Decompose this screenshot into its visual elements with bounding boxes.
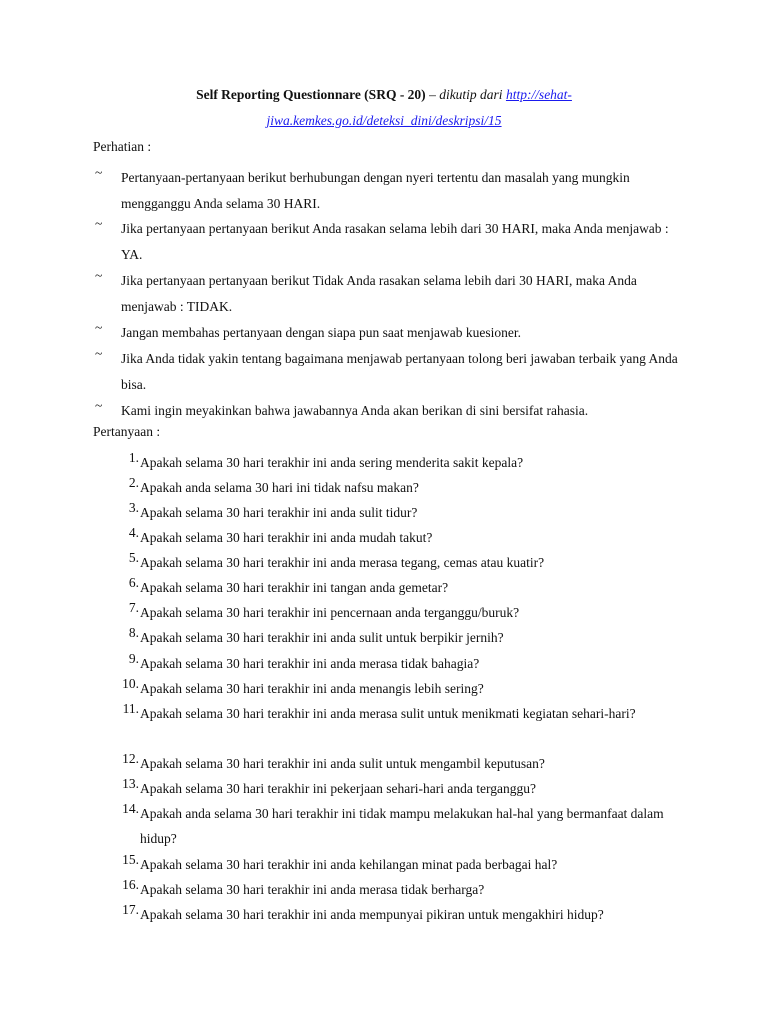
title-suffix: – dikutip dari bbox=[425, 87, 506, 102]
question-number: 8. bbox=[128, 625, 139, 640]
source-link-line bbox=[0, 113, 768, 129]
question-number: 12. bbox=[122, 751, 139, 766]
tilde-bullet: ~ bbox=[95, 268, 103, 283]
question-text: Apakah selama 30 hari terakhir ini anda merasa tegang, cemas atau kuatir? bbox=[140, 555, 545, 570]
tilde-bullet: ~ bbox=[95, 165, 103, 180]
note-text: Kami ingin meyakinkan bahwa jawabannya Anda akan berikan di sini bersifat rahasia. bbox=[121, 403, 589, 418]
tilde-bullet: ~ bbox=[95, 346, 103, 361]
question-text: Apakah selama 30 hari terakhir ini anda kehilangan minat pada berbagai hal? bbox=[140, 857, 558, 872]
question-text: Apakah selama 30 hari terakhir ini anda sulit tidur? bbox=[140, 505, 418, 520]
tilde-bullet: ~ bbox=[95, 216, 103, 231]
tilde-bullet: ~ bbox=[95, 398, 103, 413]
question-number: 11. bbox=[122, 701, 139, 716]
question-text: Apakah selama 30 hari terakhir ini anda merasa tidak bahagia? bbox=[140, 656, 480, 671]
question-text: Apakah selama 30 hari terakhir ini anda sulit untuk mengambil keputusan? bbox=[140, 756, 545, 771]
question-text: Apakah selama 30 hari terakhir ini anda sering menderita sakit kepala? bbox=[140, 455, 524, 470]
question-number: 1. bbox=[128, 450, 139, 465]
question-number: 2. bbox=[128, 475, 139, 490]
question-number: 9. bbox=[128, 651, 139, 666]
question-text: Apakah selama 30 hari terakhir ini anda merasa tidak berharga? bbox=[140, 882, 485, 897]
question-number: 16. bbox=[122, 877, 139, 892]
note-text: Jika pertanyaan pertanyaan berikut Anda rasakan selama lebih dari 30 HARI, maka Anda menjawab : YA. bbox=[121, 221, 669, 262]
questions-heading: Pertanyaan : bbox=[93, 424, 161, 439]
source-link-part2[interactable]: jiwa.kemkes.go.id/deteksi_dini/deskripsi/15 bbox=[266, 113, 502, 128]
document-title bbox=[0, 87, 768, 103]
question-number: 7. bbox=[128, 600, 139, 615]
question-number: 15. bbox=[122, 852, 139, 867]
attention-heading: Perhatian : bbox=[93, 139, 152, 154]
tilde-bullet: ~ bbox=[95, 320, 103, 335]
question-number: 10. bbox=[122, 676, 139, 691]
question-text: Apakah selama 30 hari terakhir ini anda menangis lebih sering? bbox=[140, 681, 484, 696]
question-text: Apakah selama 30 hari terakhir ini pencernaan anda terganggu/buruk? bbox=[140, 605, 520, 620]
question-text: Apakah selama 30 hari terakhir ini pekerjaan sehari-hari anda terganggu? bbox=[140, 781, 536, 796]
title-text: Self Reporting Questionnare (SRQ - 20) bbox=[196, 87, 426, 102]
note-text: Pertanyaan-pertanyaan berikut berhubungan dengan nyeri tertentu dan masalah yang mungkin mengganggu Anda selama 30 HARI. bbox=[121, 170, 630, 211]
question-text: Apakah selama 30 hari terakhir ini anda mempunyai pikiran untuk mengakhiri hidup? bbox=[140, 907, 604, 922]
note-text: Jika pertanyaan pertanyaan berikut Tidak Anda rasakan selama lebih dari 30 HARI, maka Anda menjawab : TIDAK. bbox=[121, 273, 637, 314]
note-text: Jangan membahas pertanyaan dengan siapa pun saat menjawab kuesioner. bbox=[121, 325, 521, 340]
question-text: Apakah selama 30 hari terakhir ini tangan anda gemetar? bbox=[140, 580, 449, 595]
question-text: Apakah selama 30 hari terakhir ini anda sulit untuk berpikir jernih? bbox=[140, 630, 504, 645]
question-text: Apakah anda selama 30 hari terakhir ini tidak mampu melakukan hal-hal yang bermanfaat dalam hidup? bbox=[140, 806, 664, 846]
question-number: 6. bbox=[128, 575, 139, 590]
question-number: 14. bbox=[122, 801, 139, 816]
question-number: 4. bbox=[128, 525, 139, 540]
question-number: 17. bbox=[122, 902, 139, 917]
source-link-part1[interactable]: http://sehat- bbox=[505, 87, 572, 102]
question-number: 5. bbox=[128, 550, 139, 565]
question-text: Apakah selama 30 hari terakhir ini anda mudah takut? bbox=[140, 530, 433, 545]
note-text: Jika Anda tidak yakin tentang bagaimana menjawab pertanyaan tolong beri jawaban terbaik yang Anda bisa. bbox=[121, 351, 678, 392]
question-number: 13. bbox=[122, 776, 139, 791]
question-text: Apakah selama 30 hari terakhir ini anda merasa sulit untuk menikmati kegiatan sehari-hari? bbox=[140, 706, 636, 721]
question-text: Apakah anda selama 30 hari ini tidak nafsu makan? bbox=[140, 480, 419, 495]
question-number: 3. bbox=[128, 500, 139, 515]
